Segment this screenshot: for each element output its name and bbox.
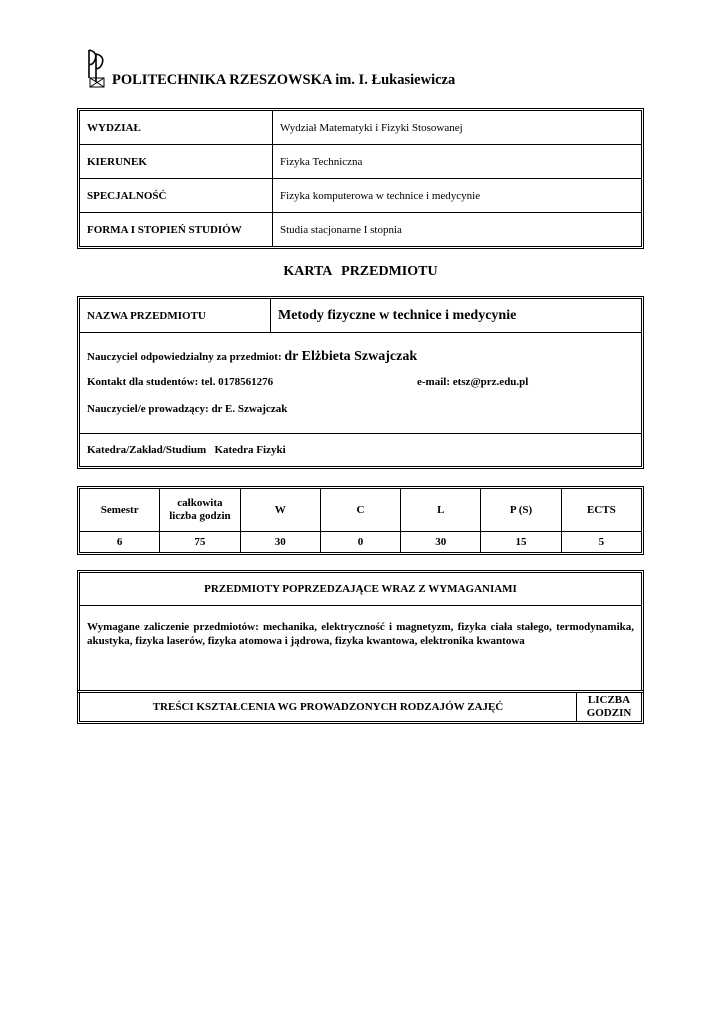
study-form-label: FORMA I STOPIEŃ STUDIÓW	[80, 213, 273, 247]
instructors-value: dr E. Szwajczak	[211, 403, 288, 415]
card-title: KARTA PRZEDMIOTU	[283, 264, 438, 279]
table-row	[80, 532, 642, 553]
table-row	[80, 606, 642, 691]
table-header-row	[80, 489, 642, 532]
content-table	[79, 692, 642, 722]
teacher-value: dr Elżbieta Szwajczak	[284, 349, 418, 364]
contact-label: Kontakt dla studentów: tel.	[87, 376, 216, 388]
faculty-label: WYDZIAŁ	[80, 111, 273, 145]
study-form-value: Studia stacjonarne I stopnia	[273, 213, 642, 247]
email-value[interactable]: etsz@prz.edu.pl	[452, 376, 529, 388]
university-logo-icon	[86, 48, 108, 88]
contact-line	[87, 376, 634, 390]
table-row	[80, 145, 642, 179]
prerequisites-table	[79, 572, 642, 691]
header-total-hours: całkowita liczba godzin	[160, 489, 240, 532]
prerequisites-title: PRZEDMIOTY POPRZEDZAJĄCE WRAZ Z WYMAGANIAMI	[80, 573, 642, 606]
faculty-info-table	[79, 110, 642, 247]
header-semester: Semestr	[80, 489, 160, 532]
table-row	[80, 333, 642, 434]
table-row	[80, 111, 642, 145]
major-label: KIERUNEK	[80, 145, 273, 179]
value-semester: 6	[80, 532, 160, 553]
university-name: POLITECHNIKA RZESZOWSKA im. I. Łukasiewicza	[112, 72, 456, 88]
specialty-label: SPECJALNOŚĆ	[80, 179, 273, 213]
table-row	[80, 213, 642, 247]
department-label: Katedra/Zakład/Studium	[87, 444, 207, 456]
header-p: P (S)	[481, 489, 561, 532]
value-total-hours: 75	[160, 532, 240, 553]
value-w: 30	[240, 532, 320, 553]
prerequisites-text: Wymagane zaliczenie przedmiotów: mechanika, elektryczność i magnetyzm, fizyka ciała stałego, termodynamika, akustyka, fizyka laserów, fizyka atomowa i jądrowa, fizyka kwantowa, elektronika kwantowa	[80, 606, 642, 691]
table-row	[80, 299, 642, 333]
email-label: e-mail:	[417, 376, 450, 388]
subject-table	[79, 298, 642, 467]
header-c: C	[320, 489, 400, 532]
specialty-value: Fizyka komputerowa w technice i medycynie	[273, 179, 642, 213]
faculty-value: Wydział Matematyki i Fizyki Stosowanej	[273, 111, 642, 145]
table-row	[80, 434, 642, 467]
value-ects: 5	[561, 532, 641, 553]
document-header	[86, 48, 455, 88]
header-l: L	[401, 489, 481, 532]
email-group	[417, 376, 528, 388]
teacher-label: Nauczyciel odpowiedzialny za przedmiot:	[87, 351, 282, 363]
subject-name-value: Metody fizyczne w technice i medycynie	[271, 299, 642, 333]
teacher-line	[87, 349, 634, 363]
value-l: 30	[401, 532, 481, 553]
phone-value: 0178561276	[218, 376, 274, 388]
subject-details	[80, 333, 642, 434]
instructors-label: Nauczyciel/e prowadzący:	[87, 403, 209, 415]
table-row	[80, 179, 642, 213]
header-w: W	[240, 489, 320, 532]
table-header-row	[80, 693, 642, 722]
department-cell	[80, 434, 642, 467]
value-p: 15	[481, 532, 561, 553]
major-value: Fizyka Techniczna	[273, 145, 642, 179]
hours-count-header: LICZBA GODZIN	[577, 693, 642, 722]
subject-name-label: NAZWA PRZEDMIOTU	[80, 299, 271, 333]
header-ects: ECTS	[561, 489, 641, 532]
instructors-line	[87, 403, 634, 417]
table-row	[80, 573, 642, 606]
value-c: 0	[320, 532, 400, 553]
hours-table	[79, 488, 642, 553]
content-title: TREŚCI KSZTAŁCENIA WG PROWADZONYCH RODZAJÓW ZAJĘĆ	[80, 693, 577, 722]
department-value: Katedra Fizyki	[214, 444, 286, 456]
